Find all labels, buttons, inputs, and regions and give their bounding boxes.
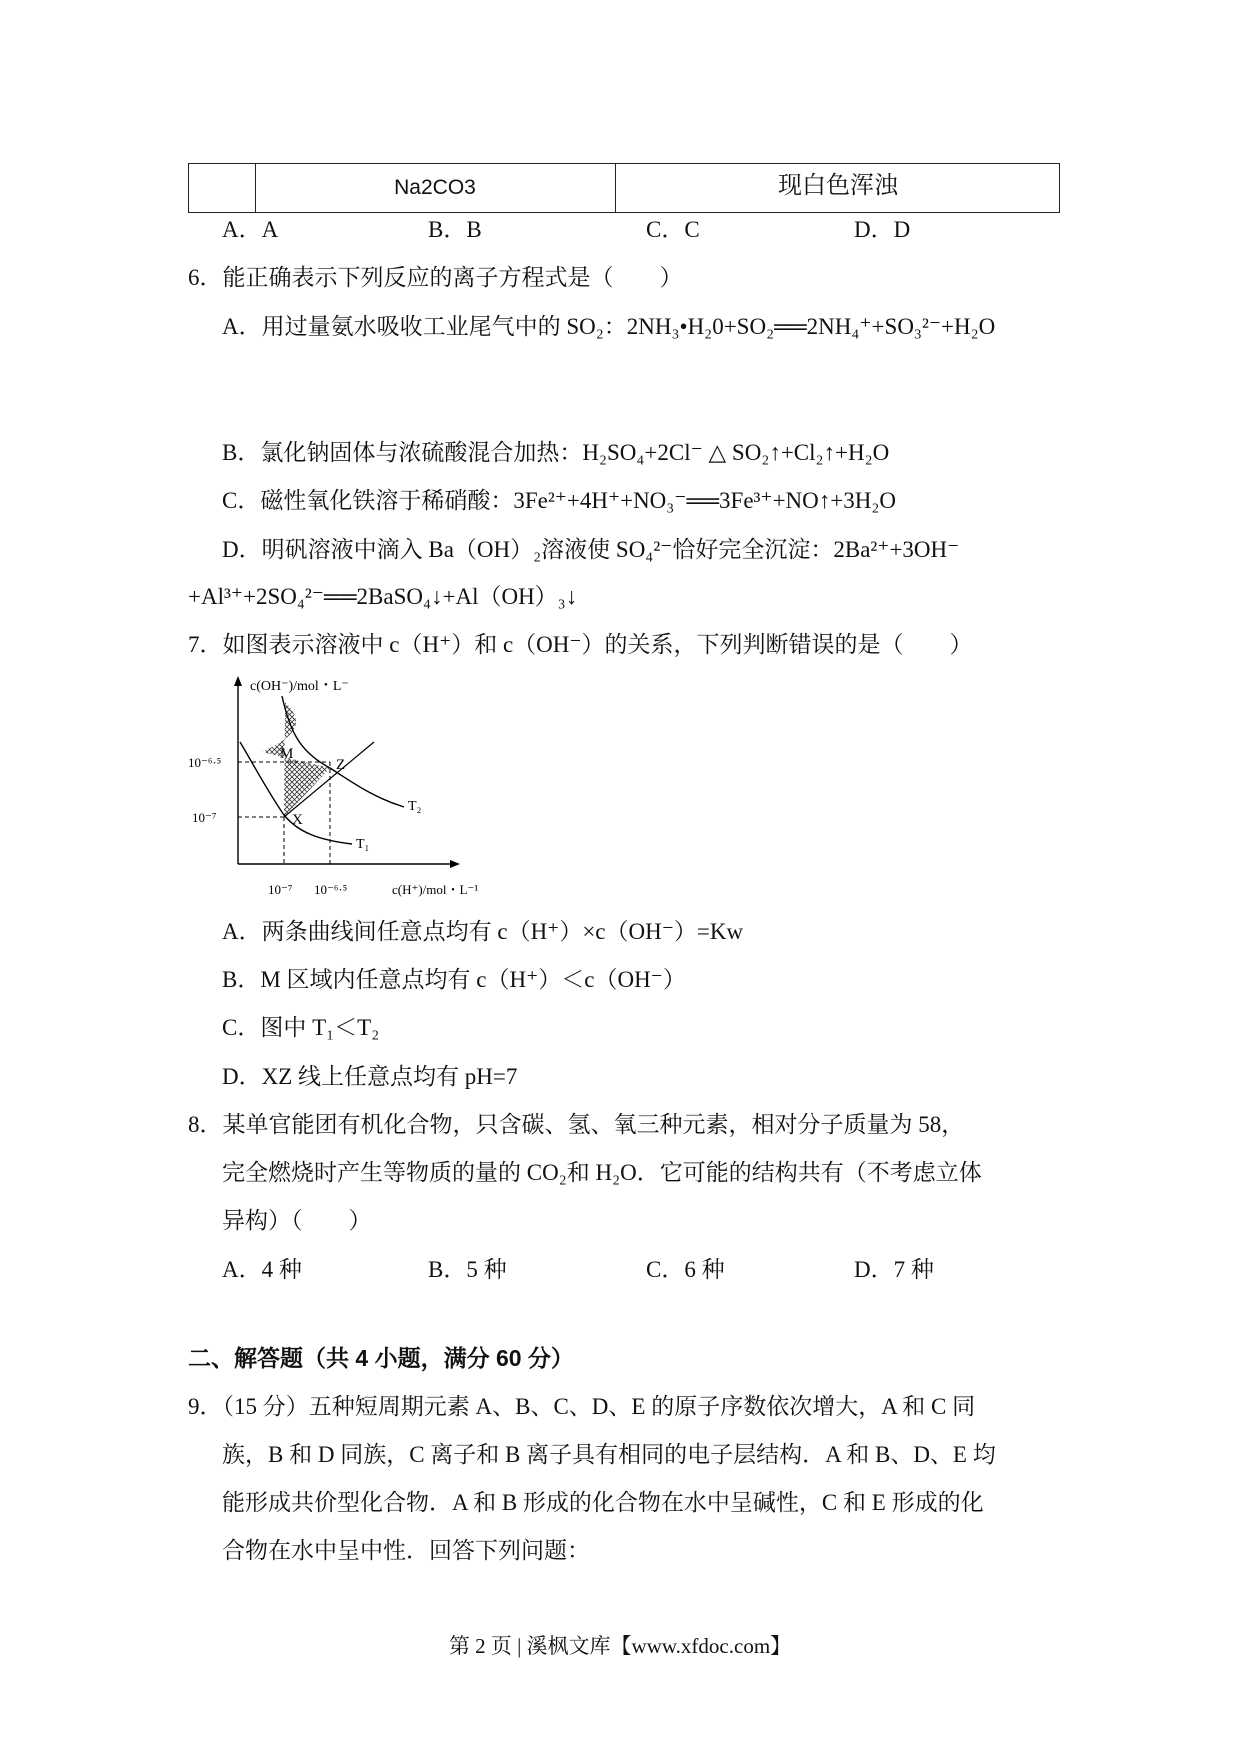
- q5-option-c: C．C: [646, 217, 700, 242]
- q6-option-b-text: B．氯化钠固体与浓硫酸混合加热：H₂SO₄+2Cl⁻ △ SO₂↑+Cl₂↑+H₂O: [222, 440, 890, 465]
- q6-option-d-line2: +Al³⁺+2SO₄²⁻══2BaSO₄↓+Al（OH）₃↓: [188, 584, 578, 609]
- q7-option-a: A．两条曲线间任意点均有 c（H⁺）×c（OH⁻）=Kw: [222, 919, 744, 944]
- q6-option-d-line1: D．明矾溶液中滴入 Ba（OH）₂溶液使 SO₄²⁻恰好完全沉淀：2Ba²⁺+3OH⁻: [222, 537, 960, 562]
- q9-line2: 族，B 和 D 同族，C 离子和 B 离子具有相同的电子层结构．A 和 B、D、E 均: [222, 1442, 996, 1467]
- y-axis-label: c(OH⁻)/mol・L⁻: [250, 679, 349, 694]
- table-cell-phenomenon: 现白色浑浊: [778, 173, 898, 199]
- x-axis-arrow: [450, 860, 460, 868]
- q8-option-a: A．4 种: [222, 1257, 302, 1282]
- q8-line1: 8．某单官能团有机化合物，只含碳、氢、氧三种元素，相对分子质量为 58，: [188, 1112, 965, 1137]
- x-tick-7: 10⁻⁷: [268, 882, 293, 897]
- q7-option-c: C．图中 T₁＜T₂: [222, 1015, 380, 1040]
- section-heading: 二、解答题（共 4 小题，满分 60 分）: [188, 1345, 574, 1371]
- q8-option-c: C．6 种: [646, 1257, 725, 1282]
- region-m: [262, 702, 330, 817]
- page-footer: 第 2 页 | 溪枫文库【www.xfdoc.com】: [448, 1634, 792, 1658]
- label-x: X: [292, 812, 303, 828]
- reagent-table: [188, 163, 1060, 213]
- label-t1: T₁: [356, 837, 370, 852]
- q6-option-b: [222, 438, 889, 468]
- q7-option-b: B．M 区域内任意点均有 c（H⁺）＜c（OH⁻）: [222, 967, 686, 992]
- reagent-name: Na2CO3: [394, 176, 476, 199]
- q9-line4: 合物在水中呈中性．回答下列问题：: [222, 1538, 590, 1563]
- q8-line2: 完全燃烧时产生等物质的量的 CO₂和 H₂O．它可能的结构共有（不考虑立体: [222, 1160, 982, 1185]
- table-cell-reagent: [255, 164, 616, 212]
- x-tick-65: 10⁻⁶·⁵: [314, 882, 348, 897]
- y-tick-65: 10⁻⁶·⁵: [188, 755, 222, 770]
- q5-option-b: B．B: [428, 217, 482, 242]
- y-axis-arrow: [234, 676, 242, 686]
- q8-option-d: D．7 种: [854, 1257, 934, 1282]
- table-cell-empty: [189, 164, 256, 212]
- q7-option-d: D．XZ 线上任意点均有 pH=7: [222, 1064, 518, 1089]
- q6-stem: 6．能正确表示下列反应的离子方程式是（ ）: [188, 265, 683, 290]
- q8-line3: 异构）（ ）: [222, 1208, 372, 1233]
- label-t2: T₂: [408, 799, 422, 814]
- x-axis-label: c(H⁺)/mol・L⁻¹: [392, 882, 479, 897]
- q9-line1: 9．（15 分）五种短周期元素 A、B、C、D、E 的原子序数依次增大，A 和 C 同: [188, 1394, 976, 1419]
- q6-option-c: C．磁性氧化铁溶于稀硝酸：3Fe²⁺+4H⁺+NO₃⁻══3Fe³⁺+NO↑+3H₂O: [222, 488, 896, 513]
- q5-option-d: D．D: [854, 217, 911, 242]
- q6-option-a: A．用过量氨水吸收工业尾气中的 SO₂：2NH₃•H₂0+SO₂══2NH₄⁺+SO₃²⁻+H₂O: [222, 314, 996, 339]
- label-m: M: [280, 746, 294, 762]
- kw-temperature-graph: [182, 672, 538, 902]
- q9-line3: 能形成共价型化合物．A 和 B 形成的化合物在水中呈碱性，C 和 E 形成的化: [222, 1490, 984, 1515]
- q7-stem: 7．如图表示溶液中 c（H⁺）和 c（OH⁻）的关系，下列判断错误的是（ ）: [188, 632, 973, 657]
- y-tick-7: 10⁻⁷: [192, 810, 217, 825]
- q8-option-b: B．5 种: [428, 1257, 507, 1282]
- q5-option-a: A．A: [222, 217, 279, 242]
- label-z: Z: [336, 757, 346, 773]
